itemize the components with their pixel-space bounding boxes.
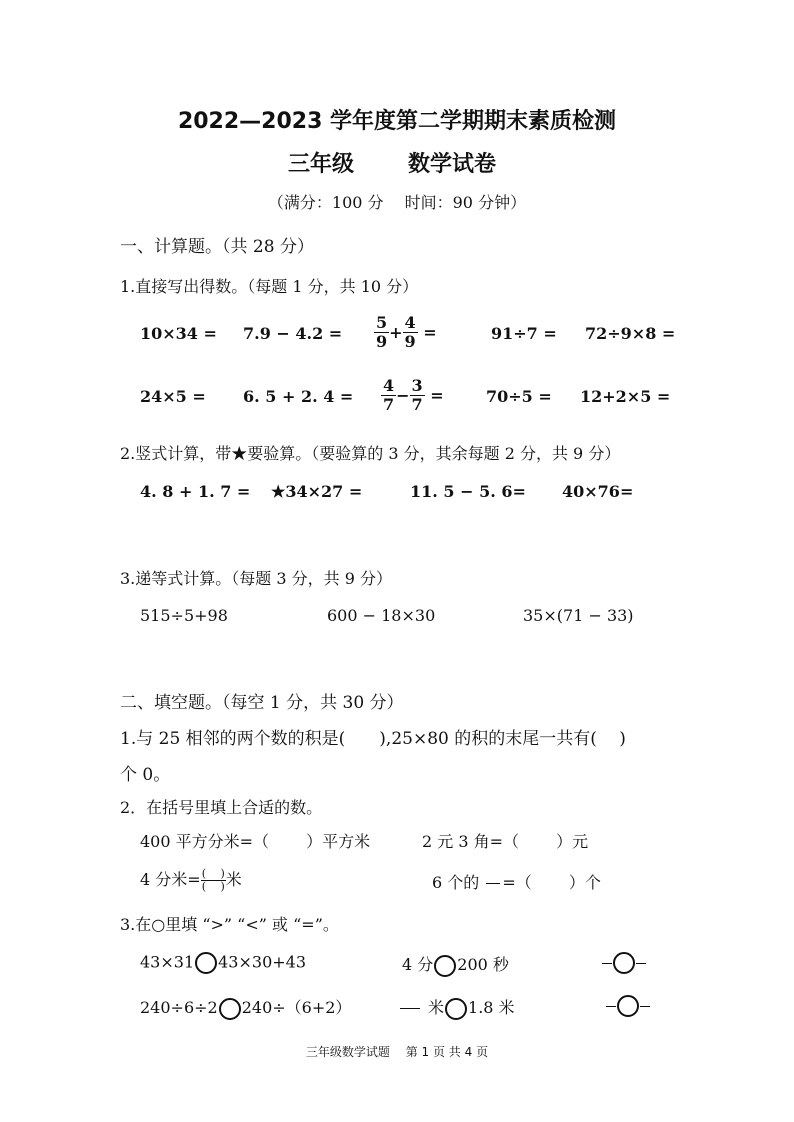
compare-circle[interactable] <box>219 998 241 1020</box>
calc-item: 91÷7 = <box>491 324 557 343</box>
section1-heading: 一、计算题。（共 28 分） <box>120 237 314 257</box>
calc-item: 70÷5 = <box>486 387 552 406</box>
stepwise-calc-item: 515÷5+98 <box>140 606 228 625</box>
calc-item: 6. 5 + 2. 4 = <box>243 387 354 406</box>
calc-item: 7.9 − 4.2 = <box>243 324 343 343</box>
calc-item: 24×5 = <box>140 387 206 406</box>
stepwise-calc-item: 35×(71 − 33) <box>523 606 634 625</box>
exam-info: （满分：100 分 时间：90 分钟） <box>267 193 527 212</box>
calc-item: 12+2×5 = <box>580 387 671 406</box>
compare-item: 4 分 200 秒 <box>402 952 509 977</box>
compare-item <box>606 995 650 1017</box>
compare-circle[interactable] <box>445 998 467 1020</box>
vertical-calc-item: 4. 8 + 1. 7 = <box>140 482 251 501</box>
compare-circle[interactable] <box>434 955 456 977</box>
vertical-calc-item: 40×76= <box>562 482 634 501</box>
s2-q1-line1: 1.与 25 相邻的两个数的积是( ),25×80 的积的末尾一共有( ) <box>120 729 626 749</box>
s1-q3-label: 3.递等式计算。（每题 3 分，共 9 分） <box>120 569 392 588</box>
subject-label: 数学试卷 <box>408 152 497 177</box>
fraction: $\frac{4}{7}$ <box>383 376 395 414</box>
stepwise-calc-item: 600 − 18×30 <box>327 606 436 625</box>
s1-q1-label: 1.直接写出得数。（每题 1 分，共 10 分） <box>120 277 419 296</box>
vertical-calc-item: ★34×27 = <box>271 482 363 501</box>
compare-circle[interactable] <box>617 995 639 1017</box>
fraction: $\frac{3}{7}$ <box>411 376 423 414</box>
compare-circle[interactable] <box>613 952 635 974</box>
compare-item: 米 1.8 米 <box>400 995 515 1020</box>
section2-heading: 二、填空题。（每空 1 分，共 30 分） <box>120 693 404 713</box>
fill-blank-item: 400 平方分米=（ ）平方米 <box>140 832 371 851</box>
compare-circle[interactable] <box>195 952 217 974</box>
fraction: $\frac{4}{9}$ <box>404 313 416 351</box>
exam-title: 2022—2023 学年度第二学期期末素质检测 <box>177 109 617 134</box>
fill-blank-item: 6 个的 =（ ）个 <box>432 873 601 892</box>
calc-item: 72÷9×8 = <box>585 324 676 343</box>
compare-item: 43×31 43×30+43 <box>140 952 306 974</box>
fraction-expression: $\frac{5}{9}$ + $\frac{4}{9}$ = <box>376 313 437 351</box>
fraction-expression: $\frac{4}{7}$ − $\frac{3}{7}$ = <box>383 376 444 414</box>
compare-item <box>602 952 646 974</box>
s2-q1-line2: 个 0。 <box>120 765 171 785</box>
fraction: $\frac{5}{9}$ <box>376 313 388 351</box>
grade-label: 三年级 <box>288 152 355 177</box>
fraction-blank: $\frac{( )}{( )}$ <box>201 867 225 893</box>
page-footer: 三年级数学试题 第 1 页 共 4 页 <box>305 1045 489 1059</box>
fill-blank-item: 2 元 3 角=（ ）元 <box>422 832 589 851</box>
compare-item: 240÷6÷2 240÷（6+2） <box>140 995 351 1020</box>
s2-q3-label: 3.在○里填 “>” “<” 或 “=”。 <box>120 915 339 934</box>
s2-q2-label: 2．在括号里填上合适的数。 <box>120 798 323 817</box>
fill-blank-item: 4 分米= $\frac{( )}{( )}$ 米 <box>140 867 242 893</box>
calc-item: 10×34 = <box>140 324 217 343</box>
s1-q2-label: 2.竖式计算，带★要验算。（要验算的 3 分，其余每题 2 分，共 9 分） <box>120 444 621 463</box>
vertical-calc-item: 11. 5 − 5. 6= <box>410 482 526 501</box>
